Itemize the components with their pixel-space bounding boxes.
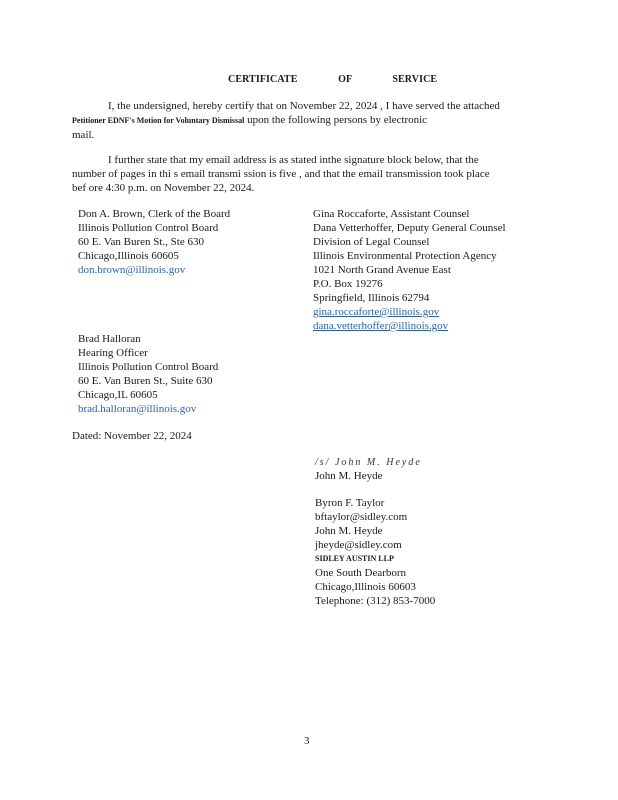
address-line: Brad Halloran — [78, 333, 141, 345]
clerk-address-block — [78, 207, 230, 277]
page-number: 3 — [304, 735, 310, 747]
service-line-3: mail. — [72, 129, 95, 141]
address-line: Illinois Environmental Protection Agency — [313, 250, 497, 262]
statement-line-1: I further state that my email address is as stated inthe signature block below, that the — [108, 154, 479, 166]
address-line: Chicago,Illinois 60605 — [78, 250, 179, 262]
address-line: Illinois Pollution Control Board — [78, 222, 219, 234]
service-line-2 — [72, 113, 530, 128]
service-paragraph — [72, 99, 530, 142]
halloran-email-link[interactable]: brad.halloran@illinois.gov — [78, 403, 197, 415]
address-line: Dana Vetterhoffer, Deputy General Counsel — [313, 222, 506, 234]
motion-title: Petitioner EDNF's Motion for Voluntary Dismissal — [72, 116, 245, 125]
address-line: Springfield, Illinois 62794 — [313, 292, 430, 304]
service-line-1: I, the undersigned, hereby certify that on November 22, 2024 , I have served the attached — [108, 100, 500, 112]
law-firm-name: SIDLEY AUSTIN LLP — [315, 554, 394, 563]
address-line: 60 E. Van Buren St., Suite 630 — [78, 375, 213, 387]
dated-line: Dated: November 22, 2024 — [72, 430, 192, 442]
firm-address-line: One South Dearborn — [315, 567, 407, 579]
address-line: 60 E. Van Buren St., Ste 630 — [78, 236, 204, 248]
iepa-address-block — [313, 207, 506, 333]
counsel-line: Byron F. Taylor — [315, 497, 385, 509]
signer-name-block — [315, 469, 383, 483]
clerk-email-link[interactable]: don.brown@illinois.gov — [78, 264, 186, 276]
signer-name: John M. Heyde — [315, 470, 383, 482]
address-line: P.O. Box 19276 — [313, 278, 383, 290]
counsel-line: John M. Heyde — [315, 525, 383, 537]
vetterhoffer-email-link[interactable]: dana.vetterhoffer@illinois.gov — [313, 320, 449, 332]
email-statement-paragraph — [72, 153, 530, 195]
statement-line-3: bef ore 4:30 p.m. on November 22, 2024. — [72, 182, 255, 194]
address-line: Gina Roccaforte, Assistant Counsel — [313, 208, 470, 220]
address-line: Don A. Brown, Clerk of the Board — [78, 208, 231, 220]
firm-telephone: Telephone: (312) 853-7000 — [315, 595, 436, 607]
counsel-line: bftaylor@sidley.com — [315, 511, 408, 523]
document-title: CERTIFICATE OF SERVICE — [228, 74, 438, 85]
hearing-officer-block — [78, 332, 218, 416]
roccaforte-email-link[interactable]: gina.roccaforte@illinois.gov — [313, 306, 440, 318]
address-line: 1021 North Grand Avenue East — [313, 264, 451, 276]
firm-address-line: Chicago,Illinois 60603 — [315, 581, 416, 593]
address-line: Illinois Pollution Control Board — [78, 361, 219, 373]
counsel-line: jheyde@sidley.com — [315, 539, 402, 551]
counsel-block — [315, 496, 435, 608]
service-line-2-rest: upon the following persons by electronic — [244, 114, 428, 126]
electronic-signature: /s/ John M. Heyde — [315, 457, 422, 468]
address-line: Division of Legal Counsel — [313, 236, 430, 248]
statement-line-2: number of pages in thi s email transmi ssion is five , and that the email transmission took place — [72, 168, 490, 180]
address-line: Chicago,IL 60605 — [78, 389, 158, 401]
address-line: Hearing Officer — [78, 347, 148, 359]
